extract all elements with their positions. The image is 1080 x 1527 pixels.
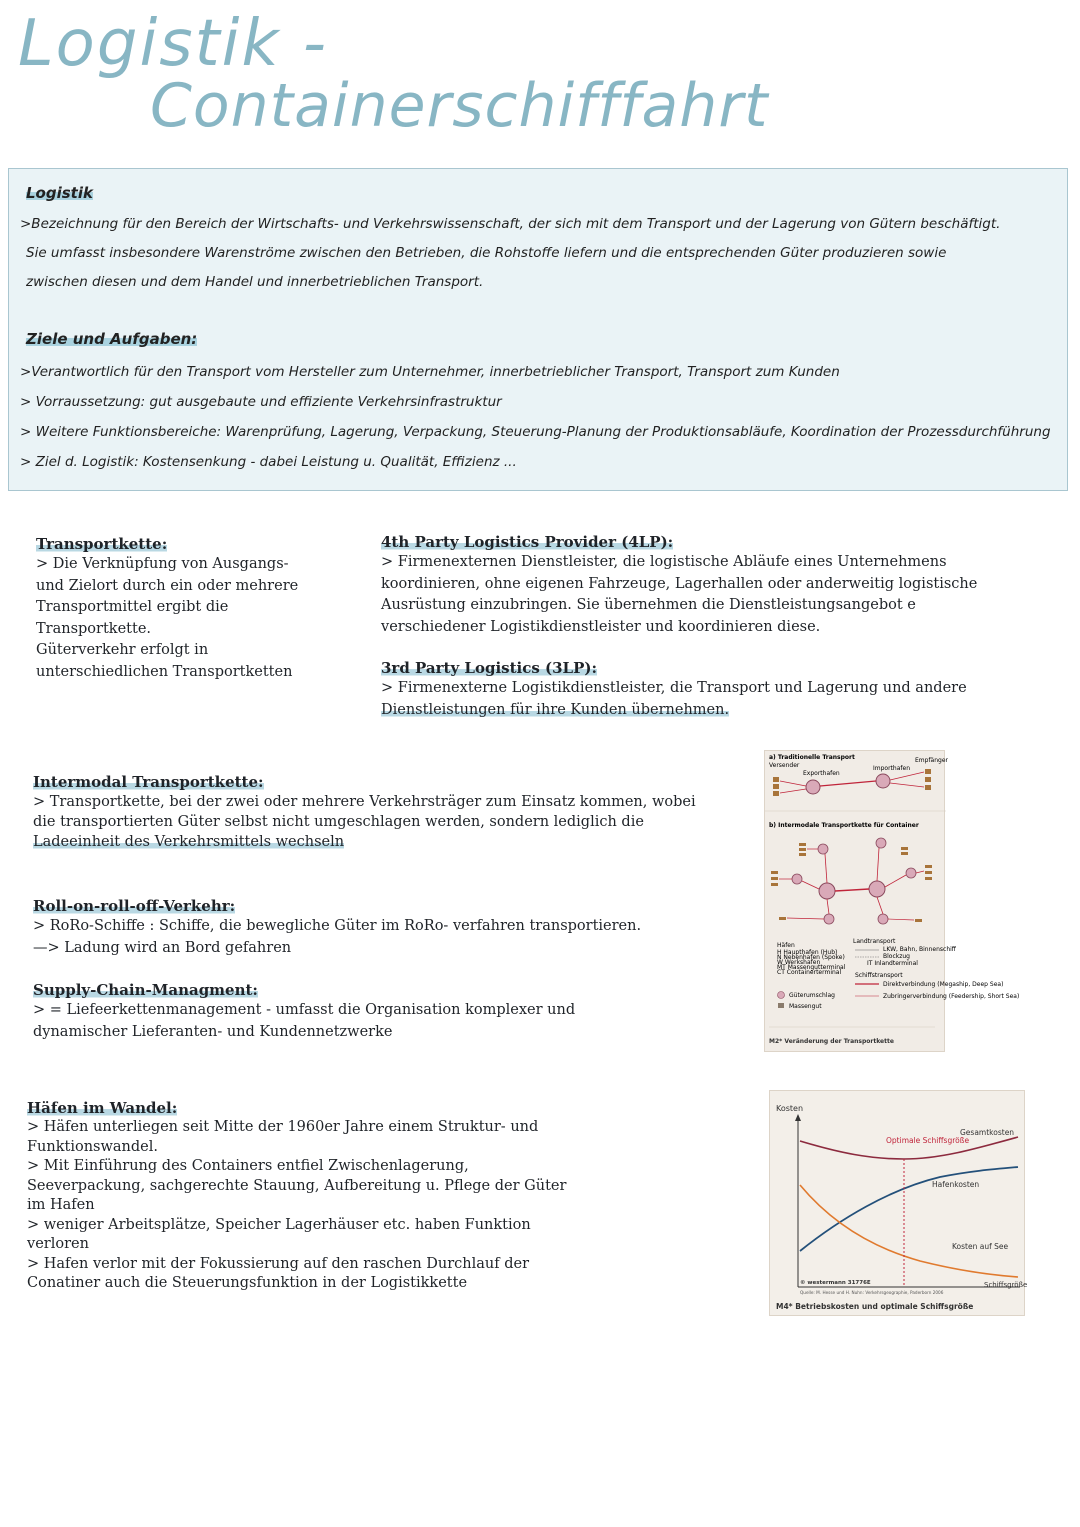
chart-publisher: © westermann 31776E [800, 1280, 871, 1286]
roro-line: > RoRo-Schiffe : Schiffe, die bewegliche Güter im RoRo- verfahren transportieren. [33, 918, 642, 934]
fig-legend-item: N Nebenhafen (Spoke) [777, 954, 845, 961]
fig-m2-caption: M2* Veränderung der Transportkette [769, 1038, 894, 1045]
roro-heading: Roll-on-roll-off-Verkehr: [33, 897, 236, 915]
chart-caption: M4* Betriebskosten und optimale Schiffsgröße [776, 1302, 974, 1311]
haefen-heading: Häfen im Wandel: [27, 1099, 178, 1117]
logistik-line-3: zwischen diesen und dem Handel und innerbetrieblichen Transport. [26, 274, 484, 290]
fig-legend-item: CT Containerterminal [777, 969, 842, 976]
fig-legend-land-item: LKW, Bahn, Binnenschiff [883, 946, 956, 953]
fig-legend-hafen: Häfen [777, 942, 795, 949]
intermodal-line: Ladeeinheit des Verkehrsmittels wechseln [33, 834, 345, 850]
fig-legend-ship-item: Zubringerverbindung (Feedership, Short Sea) [883, 993, 1020, 1000]
page-title-line1: Logistik - [18, 7, 328, 81]
lp3-line: Dienstleistungen für ihre Kunden übernehmen. [381, 701, 730, 718]
chart-ylabel: Kosten [776, 1104, 804, 1113]
chart-optimum-label: Optimale Schiffsgröße [886, 1136, 970, 1145]
chart-gesamt-label: Gesamtkosten [960, 1128, 1015, 1137]
goals-line-4: > Ziel d. Logistik: Kostensenkung - dabei Leistung u. Qualität, Effizienz ... [20, 454, 517, 470]
page-title-line2: Containerschifffahrt [150, 71, 769, 141]
haefen-line: > Häfen unterliegen seit Mitte der 1960er Jahre einem Struktur- und [27, 1119, 539, 1135]
lp3-line: > Firmenexterne Logistikdienstleister, die Transport und Lagerung und andere [381, 680, 967, 696]
transport-chain-figure [764, 750, 1020, 1052]
fig-legend-land-item: IT Inlandterminal [867, 960, 918, 967]
haefen-section [27, 1098, 627, 1294]
transportkette-line: Transportmittel ergibt die [36, 599, 229, 615]
logistik-line-2: Sie umfasst insbesondere Warenströme zwischen den Betrieben, die Rohstoffe liefern und die entsprechenden Güter produzieren sowie [26, 245, 947, 261]
fig-gueterumschlag: Güterumschlag [789, 992, 835, 999]
curve-kosten-auf-see [800, 1185, 1018, 1277]
chart-see-label: Kosten auf See [952, 1242, 1009, 1251]
fig-empfaenger: Empfänger [915, 757, 949, 764]
lp3-heading: 3rd Party Logistics (3LP): [381, 659, 598, 677]
fig-legend-item: H Haupthafen (Hub) [777, 949, 838, 956]
goals-line-1: >Verantwortlich für den Transport vom Hersteller zum Unternehmer, innerbetrieblicher Transport, Transport zum Kunden [20, 364, 840, 380]
chart-xlabel: Schiffsgröße [984, 1281, 1028, 1289]
haefen-line: Conatiner auch die Steuerungsfunktion in der Logistikkette [27, 1275, 468, 1291]
chart-source: Quelle: M. Hesse und H. Nuhn: Verkehrsgeographie, Paderborn 2006 [800, 1290, 944, 1295]
lp4-line: Ausrüstung einzubringen. Sie übernehmen die Dienstleistungsangebot e [381, 597, 916, 613]
fig-massengut: Massengut [789, 1003, 822, 1010]
fig-legend-ship: Schiffstransport [855, 972, 903, 979]
lp4-line: koordinieren, ohne eigenen Fahrzeuge, Lagerhallen oder anderweitig logistische [381, 575, 978, 592]
goals-line-3: > Weitere Funktionsbereiche: Warenprüfung, Lagerung, Verpackung, Steuerung-Planung der Produktionsabläufe, Koordination der Prozessdurchführung [20, 424, 1051, 440]
goals-heading: Ziele und Aufgaben: [26, 330, 198, 348]
scm-line: > = Liefeerkettenmanagement - umfasst die Organisation komplexer und [33, 1002, 576, 1018]
transportkette-line: und Zielort durch ein oder mehrere [36, 577, 299, 594]
fig-a-title: a) Traditionelle Transport [769, 754, 855, 761]
lp4-line: > Firmenexternen Dienstleister, die logistische Abläufe eines Unternehmens [381, 554, 947, 570]
roro-section [33, 896, 733, 959]
roro-line: —> Ladung wird an Bord gefahren [33, 939, 292, 956]
transportkette-line: unterschiedlichen Transportketten [36, 663, 293, 680]
cost-chart [770, 1091, 1026, 1317]
cost-chart-figure [769, 1090, 1028, 1316]
transportkette-line: > Die Verknüpfung von Ausgangs- [36, 556, 289, 572]
haefen-line: verloren [27, 1236, 89, 1252]
haefen-line: > Mit Einführung des Containers entfiel Zwischenlagerung, [27, 1158, 469, 1174]
chart-hafen-label: Hafenkosten [932, 1180, 980, 1189]
fig-b-title: b) Intermodale Transportkette für Container [769, 822, 919, 829]
fig-a-nodes [773, 769, 931, 796]
fig-exporthafen: Exporthafen [803, 770, 840, 777]
transportkette-line: Güterverkehr erfolgt in [36, 642, 209, 658]
transportkette-line: Transportkette. [36, 620, 152, 637]
lp4-section [381, 532, 1061, 638]
intermodal-heading: Intermodal Transportkette: [33, 773, 264, 791]
fig-legend-item: W Werkshafen [777, 959, 821, 966]
fig-legend-land-item: Blockzug [883, 953, 910, 960]
scm-heading: Supply-Chain-Managment: [33, 981, 258, 999]
lp3-section [381, 658, 1061, 721]
goals-line-2: > Vorraussetzung: gut ausgebaute und effiziente Verkehrsinfrastruktur [20, 394, 502, 410]
logistik-line-1: >Bezeichnung für den Bereich der Wirtschafts- und Verkehrswissenschaft, der sich mit dem Transport und der Lagerung von Gütern beschäftigt. [20, 216, 1001, 232]
intermodal-section [33, 772, 753, 852]
haefen-line: > Hafen verlor mit der Fokussierung auf den raschen Durchlauf der [27, 1255, 530, 1272]
lp4-heading: 4th Party Logistics Provider (4LP): [381, 533, 674, 551]
curve-hafenkosten [800, 1167, 1018, 1251]
lp4-line: verschiedener Logistikdienstleister und koordinieren diese. [381, 618, 821, 635]
transport-chain-diagram [765, 751, 1020, 1053]
haefen-line: im Hafen [27, 1197, 95, 1213]
fig-versender: Versender [769, 762, 800, 769]
haefen-line: Funktionswandel. [27, 1138, 159, 1155]
fig-importhafen: Importhafen [873, 765, 910, 772]
fig-legend-land: Landtransport [853, 938, 896, 945]
fig-legend-ship-item: Direktverbindung (Megaship, Deep Sea) [883, 981, 1004, 988]
scm-section [33, 980, 733, 1043]
haefen-line: Seeverpackung, sachgerechte Stauung, Aufbereitung u. Pflege der Güter [27, 1177, 567, 1194]
transportkette-heading: Transportkette: [36, 535, 168, 553]
transportkette-section [36, 534, 356, 683]
fig-b-network [771, 838, 932, 924]
logistik-heading: Logistik [26, 184, 93, 202]
haefen-line: > weniger Arbeitsplätze, Speicher Lagerhäuser etc. haben Funktion [27, 1216, 531, 1233]
scm-line: dynamischer Lieferanten- und Kundennetzwerke [33, 1023, 393, 1040]
intermodal-line: die transportierten Güter selbst nicht umgeschlagen werden, sondern lediglich die [33, 814, 644, 830]
fig-legend-item: MT Massengutterminal [777, 964, 846, 971]
intermodal-line: > Transportkette, bei der zwei oder mehrere Verkehrsträger zum Einsatz kommen, wobei [33, 794, 696, 810]
